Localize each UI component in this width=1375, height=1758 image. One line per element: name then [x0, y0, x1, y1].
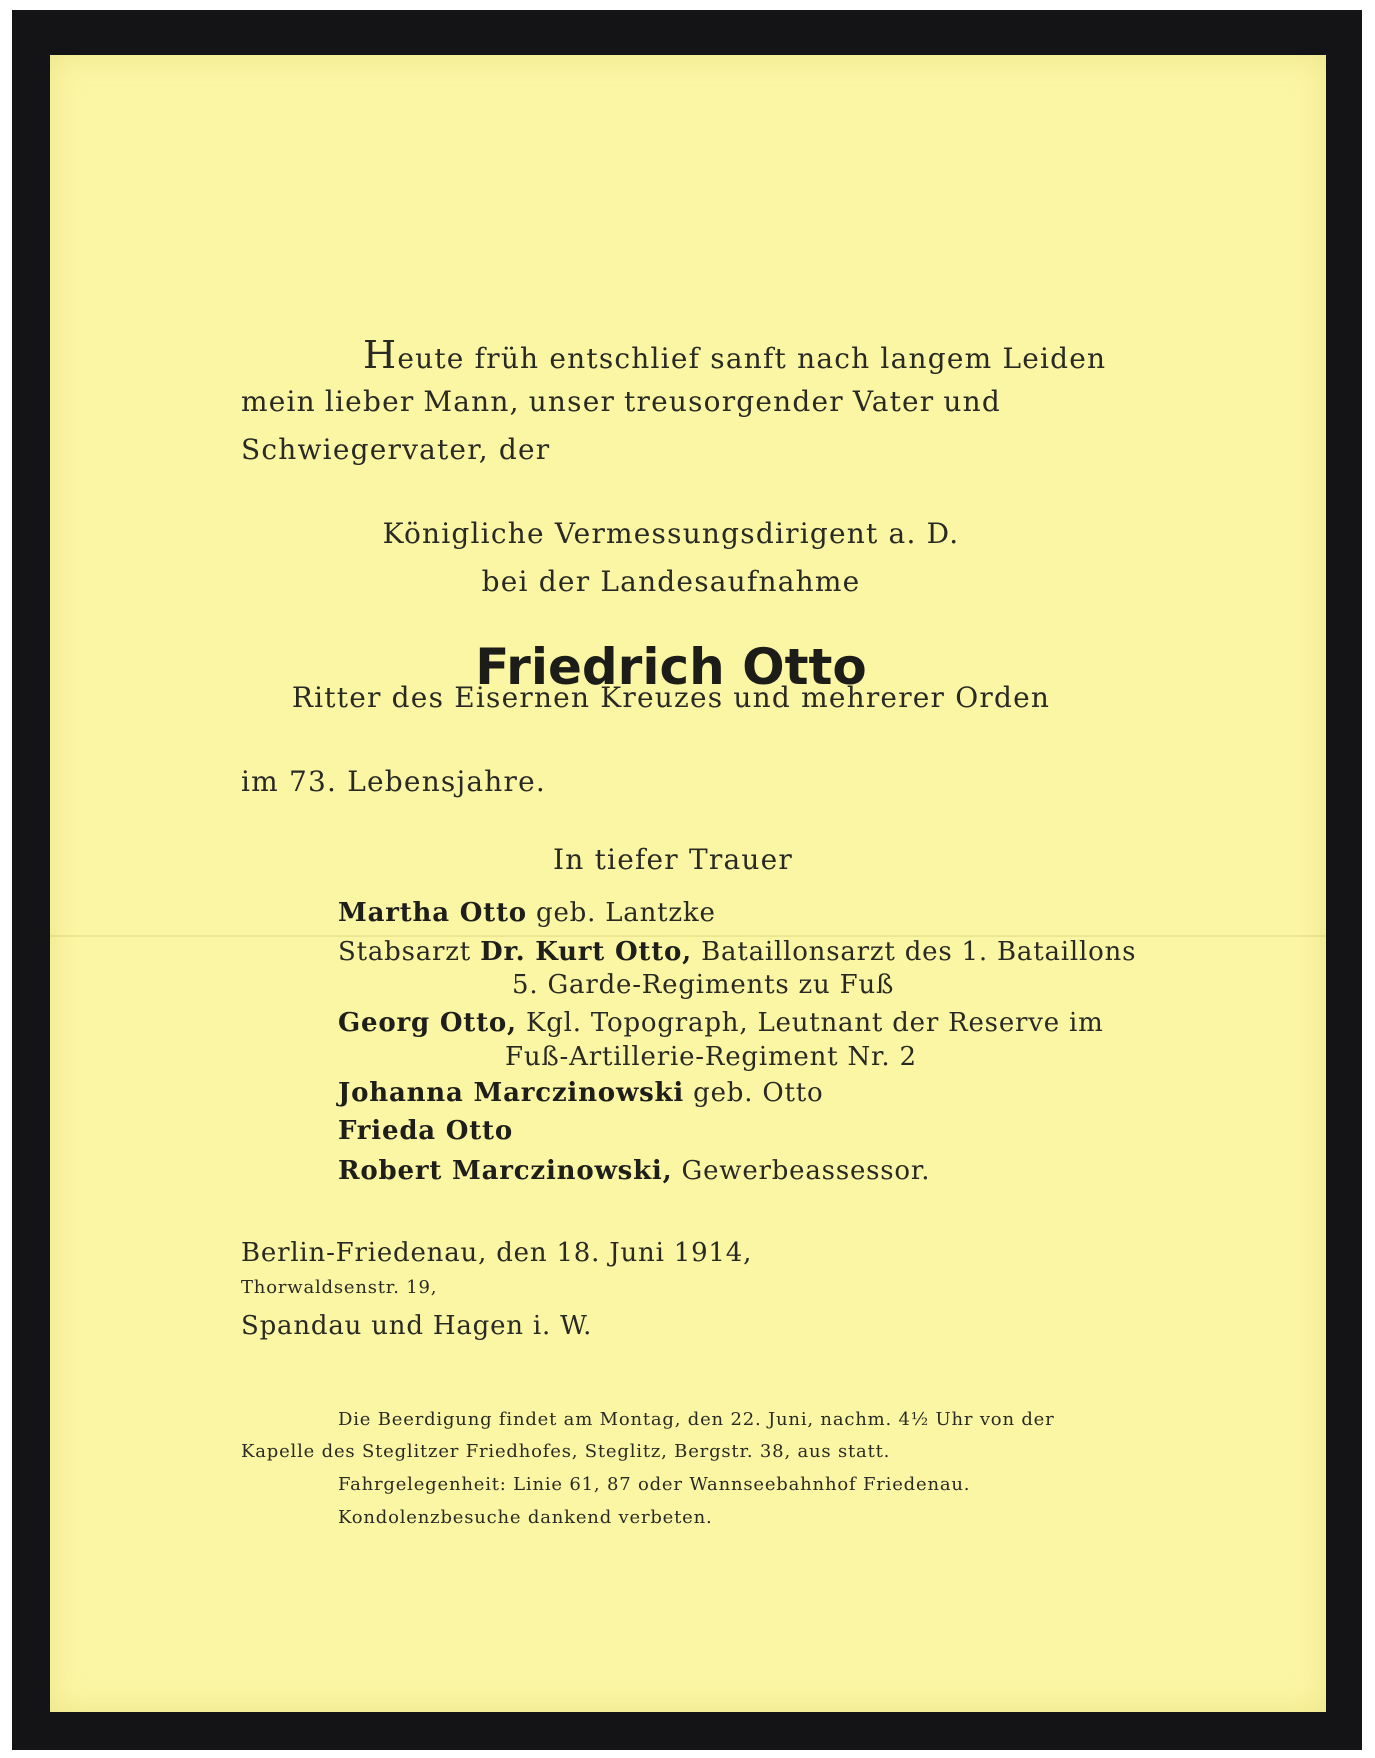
mourner-detail-cont: 5. Garde-Regiments zu Fuß	[512, 970, 895, 1000]
intro-word: unser	[528, 385, 616, 418]
intro-line-2	[241, 385, 1001, 418]
deceased-title-2: bei der Landesaufnahme	[481, 565, 861, 598]
deceased-honors: Ritter des Eisernen Kreuzes und mehrerer Orden	[291, 681, 1051, 714]
funeral-notice-line-2: Kapelle des Steglitzer Friedhofes, Steglitz, Bergstr. 38, aus statt.	[241, 1441, 891, 1462]
deceased-name: Friedrich Otto	[475, 638, 867, 696]
mourner-detail-cont: Fuß-Artillerie-Regiment Nr. 2	[505, 1042, 917, 1072]
intro-word: Vater	[852, 385, 935, 418]
mourner-row	[338, 1116, 513, 1146]
place-date: Berlin-Friedenau, den 18. Juni 1914,	[241, 1238, 753, 1268]
intro-word: Mann,	[423, 385, 520, 418]
mourner-name: Robert Marczinowski,	[338, 1156, 673, 1186]
mourner-row	[338, 1156, 930, 1186]
deceased-title-1: Königliche Vermessungsdirigent a. D.	[382, 517, 960, 550]
intro-word: lieber	[324, 385, 415, 418]
mourner-name: Johanna Marczinowski	[338, 1078, 685, 1108]
mourner-detail: Kgl. Topograph, Leutnant der Reserve im	[525, 1008, 1104, 1038]
intro-word: treusorgender	[624, 385, 844, 418]
mourner-name: Georg Otto,	[338, 1008, 517, 1038]
mourner-row	[338, 1078, 823, 1108]
mourner-prefix: Stabsarzt	[338, 937, 472, 967]
mourner-detail: Bataillonsarzt des 1. Bataillons	[701, 937, 1137, 967]
intro-word: mein	[241, 385, 316, 418]
black-mourning-border	[12, 10, 1362, 1750]
funeral-notice-line-1: Die Beerdigung findet am Montag, den 22. Juni, nachm. 4½ Uhr von der	[338, 1409, 1055, 1430]
intro-line-1-text: eute früh entschlief sanft nach langem Leiden	[397, 342, 1107, 375]
obituary-card	[50, 55, 1326, 1712]
intro-line-3: Schwiegervater, der	[241, 433, 551, 466]
mourner-detail: geb. Lantzke	[536, 898, 716, 928]
deceased-age: im 73. Lebensjahre.	[241, 765, 546, 798]
intro-initial: H	[363, 333, 398, 377]
mourner-row	[338, 898, 716, 928]
funeral-notice-line-4: Kondolenzbesuche dankend verbeten.	[338, 1507, 713, 1528]
mourner-name: Martha Otto	[338, 898, 527, 928]
mourner-detail: Gewerbeassessor.	[681, 1156, 931, 1186]
funeral-notice-line-3: Fahrgelegenheit: Linie 61, 87 oder Wannseebahnhof Friedenau.	[338, 1474, 971, 1495]
mourner-row	[338, 1008, 1104, 1038]
mourner-name: Frieda Otto	[338, 1116, 514, 1146]
intro-line-1	[363, 333, 1106, 377]
address: Thorwaldsenstr. 19,	[241, 1277, 438, 1298]
mourner-detail: geb. Otto	[693, 1078, 824, 1108]
other-places: Spandau und Hagen i. W.	[241, 1311, 593, 1341]
mourners-heading: In tiefer Trauer	[553, 843, 793, 876]
mourner-name: Dr. Kurt Otto,	[480, 937, 693, 967]
mourner-row	[338, 937, 1136, 967]
intro-word: und	[943, 385, 1001, 418]
